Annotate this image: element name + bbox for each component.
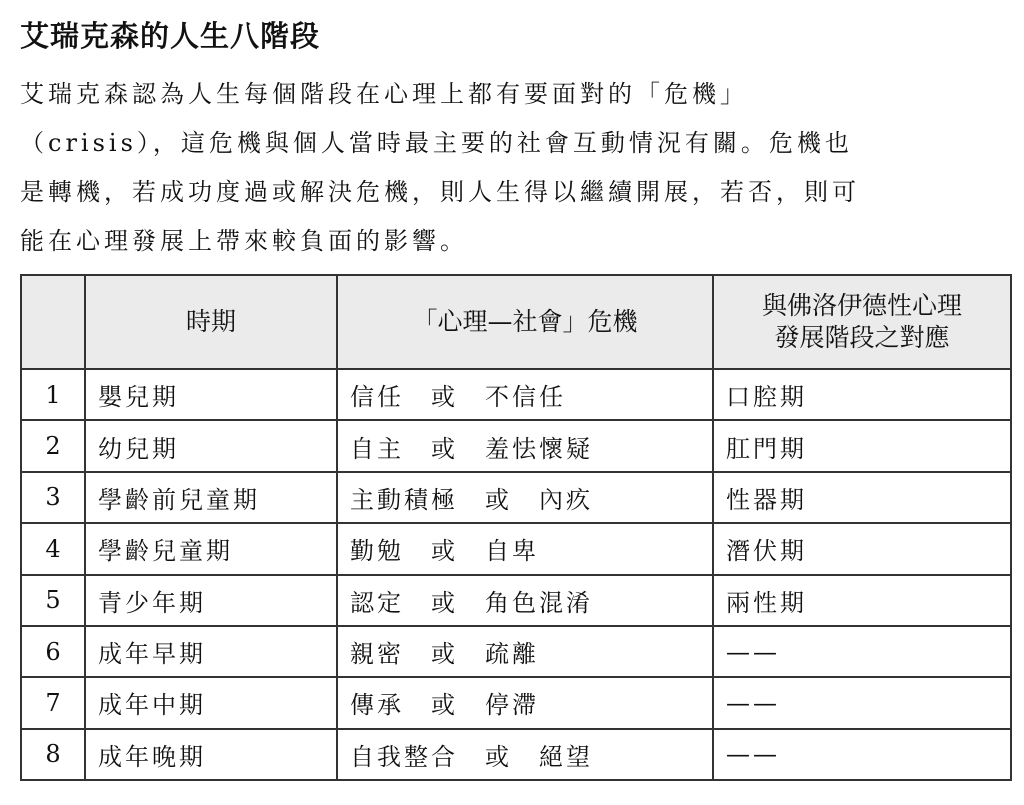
- row-freud-cell: ——: [713, 626, 1011, 677]
- row-index-cell: 8: [21, 729, 85, 780]
- table-row: [21, 677, 1011, 728]
- row-index-cell: 6: [21, 626, 85, 677]
- table-row: [21, 472, 1011, 523]
- row-index-cell: 5: [21, 575, 85, 626]
- header-period-cell: 時期: [85, 275, 337, 369]
- row-freud-cell: 肛門期: [713, 420, 1011, 471]
- row-crisis-cell: 信任 或 不信任: [337, 369, 713, 420]
- row-period-cell: 青少年期: [85, 575, 337, 626]
- row-freud-cell: 兩性期: [713, 575, 1011, 626]
- erikson-stages-table-wrap: [20, 274, 1010, 781]
- table-header-row: [21, 275, 1011, 369]
- row-period-cell: 幼兒期: [85, 420, 337, 471]
- row-freud-cell: 性器期: [713, 472, 1011, 523]
- header-freud-line: 發展階段之對應: [774, 323, 950, 352]
- paragraph-line: （crisis），這危機與個人當時最主要的社會互動情況有關。危機也: [20, 129, 853, 157]
- paragraph-line: 是轉機，若成功度過或解決危機，則人生得以繼續開展，若否，則可: [20, 178, 860, 206]
- row-index-cell: 3: [21, 472, 85, 523]
- row-index-cell: 7: [21, 677, 85, 728]
- erikson-stages-table: [20, 274, 1012, 781]
- header-freud-line: 與佛洛伊德性心理: [761, 290, 962, 320]
- row-index-cell: 1: [21, 369, 85, 420]
- row-period-cell: 學齡兒童期: [85, 523, 337, 574]
- row-crisis-cell: 認定 或 角色混淆: [337, 575, 713, 626]
- table-header: [21, 275, 1011, 369]
- row-period-cell: 成年晚期: [85, 729, 337, 780]
- row-crisis-cell: 傳承 或 停滯: [337, 677, 713, 728]
- paragraph-line: 艾瑞克森認為人生每個階段在心理上都有要面對的「危機」: [20, 80, 748, 108]
- row-period-cell: 嬰兒期: [85, 369, 337, 420]
- row-period-cell: 成年中期: [85, 677, 337, 728]
- row-period-cell: 學齡前兒童期: [85, 472, 337, 523]
- row-freud-cell: ——: [713, 729, 1011, 780]
- row-crisis-cell: 勤勉 或 自卑: [337, 523, 713, 574]
- row-crisis-cell: 主動積極 或 內疚: [337, 472, 713, 523]
- header-crisis-cell: 「心理—社會」危機: [337, 275, 713, 369]
- row-index-cell: 4: [21, 523, 85, 574]
- table-row: [21, 626, 1011, 677]
- header-freud-cell: [713, 275, 1011, 369]
- row-period-cell: 成年早期: [85, 626, 337, 677]
- header-index-cell: [21, 275, 85, 369]
- row-crisis-cell: 親密 或 疏離: [337, 626, 713, 677]
- paragraph-line: 能在心理發展上帶來較負面的影響。: [20, 227, 468, 255]
- table-row: [21, 369, 1011, 420]
- row-crisis-cell: 自主 或 羞怯懷疑: [337, 420, 713, 471]
- row-freud-cell: 潛伏期: [713, 523, 1011, 574]
- row-freud-cell: ——: [713, 677, 1011, 728]
- table-row: [21, 523, 1011, 574]
- table-row: [21, 420, 1011, 471]
- table-body: [21, 369, 1011, 780]
- row-index-cell: 2: [21, 420, 85, 471]
- table-row: [21, 575, 1011, 626]
- intro-paragraph: [20, 70, 1010, 266]
- document-title: 艾瑞克森的人生八階段: [20, 19, 321, 53]
- row-freud-cell: 口腔期: [713, 369, 1011, 420]
- table-row: [21, 729, 1011, 780]
- row-crisis-cell: 自我整合 或 絕望: [337, 729, 713, 780]
